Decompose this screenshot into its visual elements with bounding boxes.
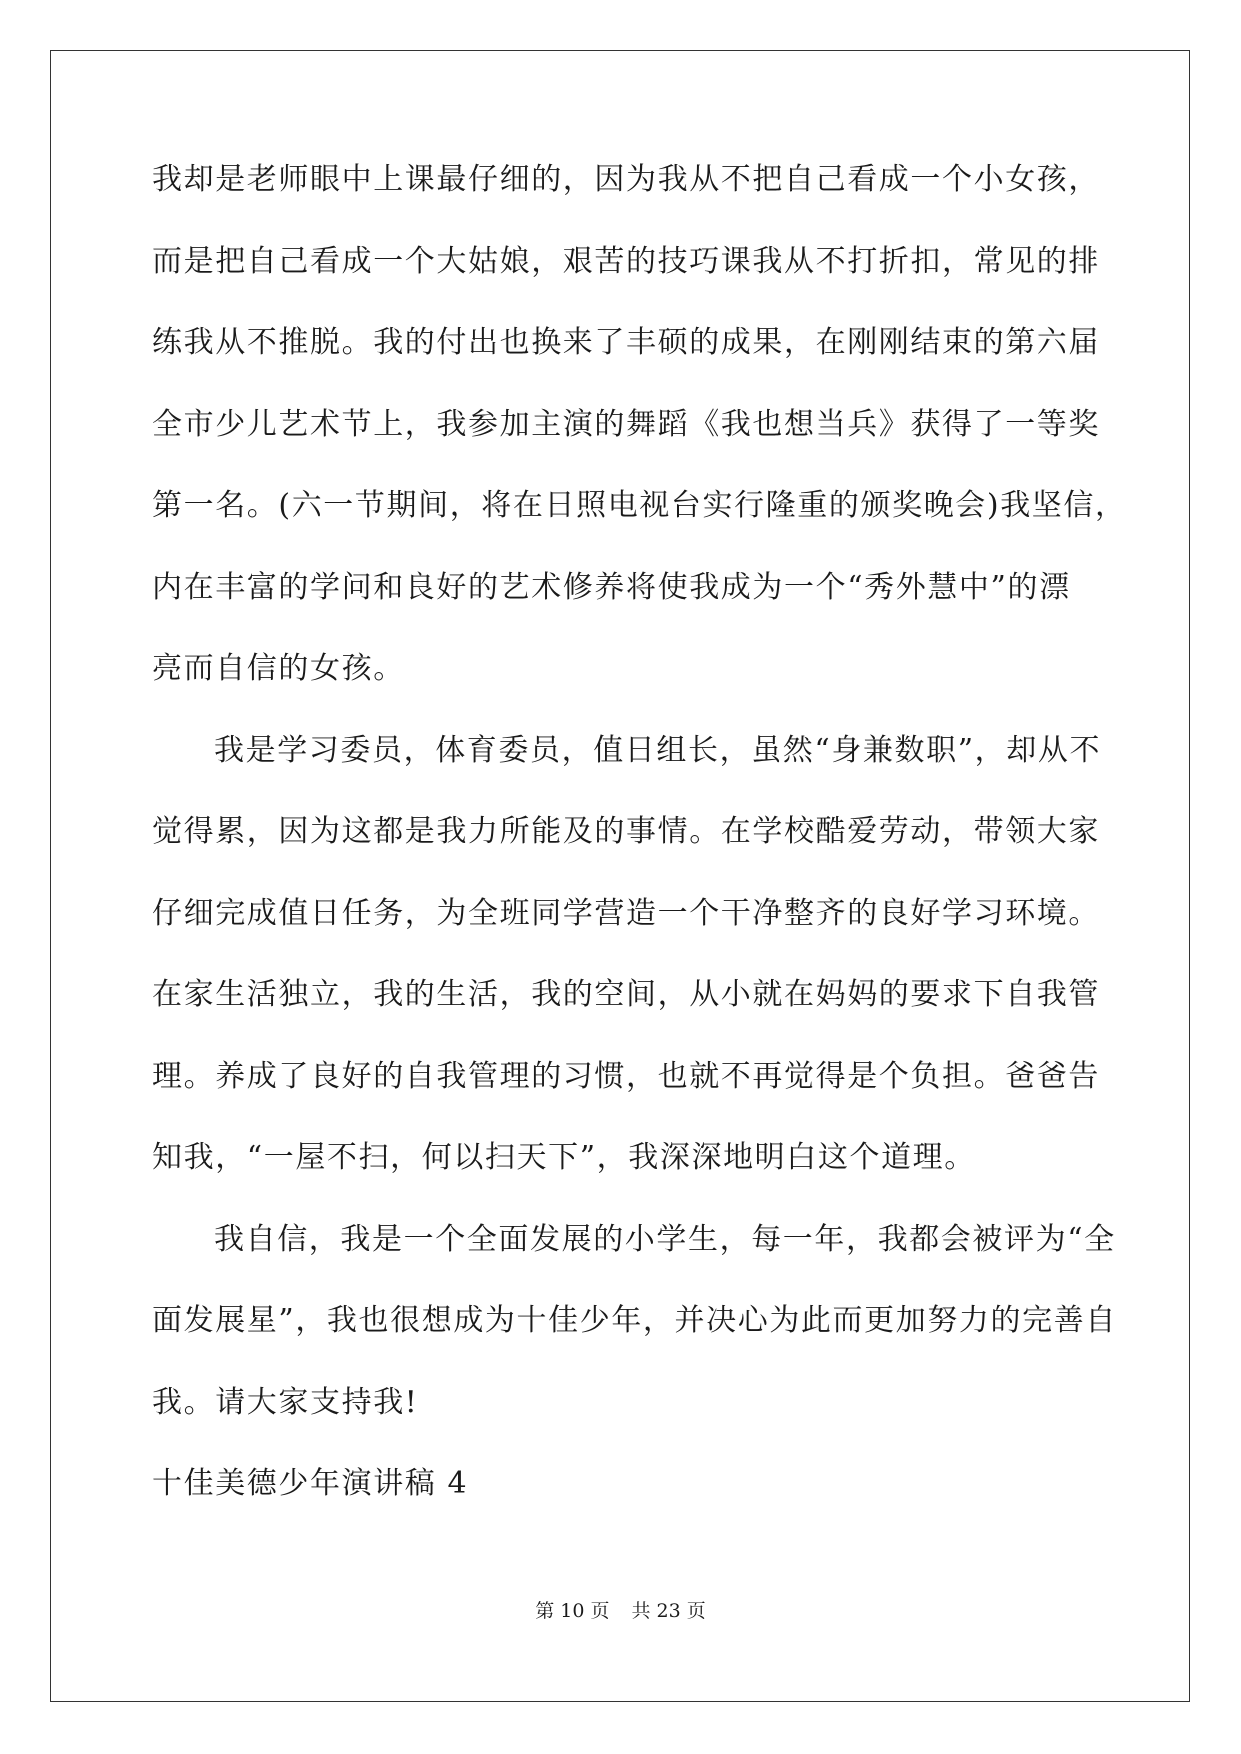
paragraph-line: 亮而自信的女孩。 xyxy=(152,651,405,686)
paragraph-line: 理。养成了良好的自我管理的习惯，也就不再觉得是个负担。爸爸告 xyxy=(152,1058,1100,1094)
page-footer xyxy=(0,1600,1241,1622)
paragraph-line: 面发展星”，我也很想成为十佳少年，并决心为此而更加努力的完善自 xyxy=(152,1303,1117,1338)
paragraph-line: 知我，“一屋不扫，何以扫天下”，我深深地明白这个道理。 xyxy=(152,1140,976,1175)
paragraph-line: 我。请大家支持我! xyxy=(152,1384,419,1420)
paragraph-line: 练我从不推脱。我的付出也换来了丰硕的成果，在刚刚结束的第六届 xyxy=(152,325,1100,360)
paragraph-line: 觉得累，因为这都是我力所能及的事情。在学校酷爱劳动，带领大家 xyxy=(152,814,1100,849)
document-body xyxy=(152,162,1127,1533)
page-total: 共 23 页 xyxy=(631,1600,706,1622)
paragraph-line: 内在丰富的学问和良好的艺术修养将使我成为一个“秀外慧中”的漂 xyxy=(152,569,1071,605)
paragraph-line: 在家生活独立，我的生活，我的空间，从小就在妈妈的要求下自我管 xyxy=(152,977,1100,1012)
paragraph-line: 全市少儿艺术节上，我参加主演的舞蹈《我也想当兵》获得了一等奖 xyxy=(152,406,1100,442)
paragraph-line: 仔细完成值日任务，为全班同学营造一个干净整齐的良好学习环境。 xyxy=(152,895,1100,931)
paragraph-line: 第一名。(六一节期间，将在日照电视台实行隆重的颁奖晚会)我坚信， xyxy=(152,488,1127,523)
section-heading: 十佳美德少年演讲稿 4 xyxy=(152,1466,469,1501)
page-number: 第 10 页 xyxy=(535,1600,610,1622)
paragraph-line: 而是把自己看成一个大姑娘，艰苦的技巧课我从不打折扣，常见的排 xyxy=(152,243,1100,279)
paragraph-line: 我是学习委员，体育委员，值日组长，虽然“身兼数职”，却从不 xyxy=(214,732,1102,768)
paragraph-line: 我自信，我是一个全面发展的小学生，每一年，我都会被评为“全 xyxy=(214,1221,1116,1257)
paragraph-line: 我却是老师眼中上课最仔细的，因为我从不把自己看成一个小女孩， xyxy=(152,162,1100,197)
